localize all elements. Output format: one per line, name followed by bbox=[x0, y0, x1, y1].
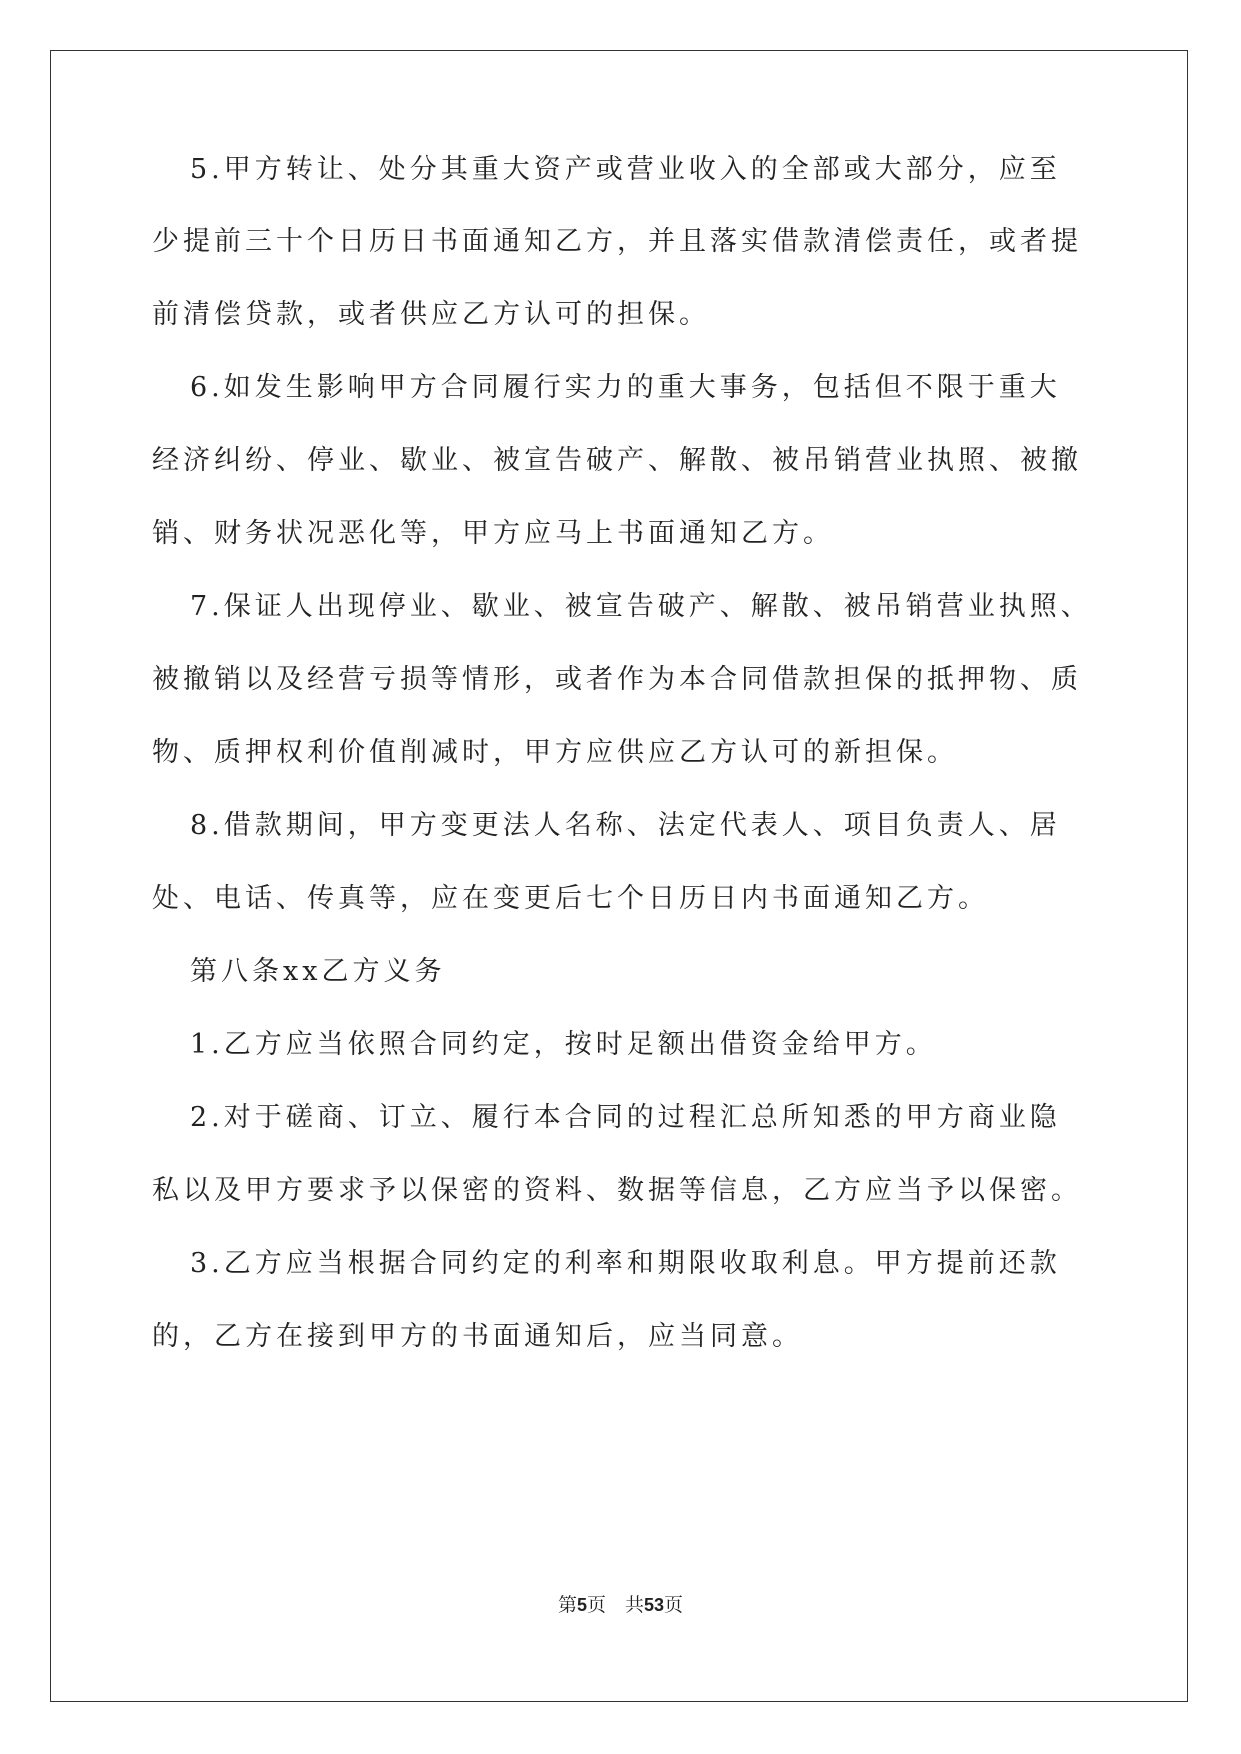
footer-total-pages: 53 bbox=[644, 1595, 665, 1615]
paragraph-5-line-3: 前清偿贷款，或者供应乙方认可的担保。 bbox=[152, 299, 710, 330]
paragraph-5-line-1: 5.甲方转让、处分其重大资产或营业收入的全部或大部分，应至 bbox=[190, 154, 1061, 185]
paragraph-5-line-2: 少提前三十个日历日书面通知乙方，并且落实借款清偿责任，或者提 bbox=[152, 226, 1082, 257]
page-footer bbox=[0, 1593, 1241, 1618]
paragraph-7-line-3: 物、质押权利价值削减时，甲方应供应乙方认可的新担保。 bbox=[152, 737, 958, 768]
article-8-heading: 第八条xx乙方义务 bbox=[190, 956, 446, 987]
footer-page-number: 5 bbox=[576, 1595, 587, 1615]
paragraph-7-line-1: 7.保证人出现停业、歇业、被宣告破产、解散、被吊销营业执照、 bbox=[190, 591, 1092, 622]
obligation-2-line-2: 私以及甲方要求予以保密的资料、数据等信息，乙方应当予以保密。 bbox=[152, 1175, 1082, 1206]
obligation-1-line-1: 1.乙方应当依照合同约定，按时足额出借资金给甲方。 bbox=[190, 1029, 937, 1060]
footer-page-mid: 页 共 bbox=[586, 1595, 644, 1616]
paragraph-8-line-2: 处、电话、传真等，应在变更后七个日历日内书面通知乙方。 bbox=[152, 883, 989, 914]
paragraph-6-line-3: 销、财务状况恶化等，甲方应马上书面通知乙方。 bbox=[152, 518, 834, 549]
obligation-3-line-2: 的，乙方在接到甲方的书面通知后，应当同意。 bbox=[152, 1321, 803, 1352]
paragraph-6-line-1: 6.如发生影响甲方合同履行实力的重大事务，包括但不限于重大 bbox=[190, 372, 1061, 403]
obligation-2-line-1: 2.对于磋商、订立、履行本合同的过程汇总所知悉的甲方商业隐 bbox=[190, 1102, 1061, 1133]
obligation-3-line-1: 3.乙方应当根据合同约定的利率和期限收取利息。甲方提前还款 bbox=[190, 1248, 1061, 1279]
footer-page-prefix: 第 bbox=[557, 1595, 577, 1616]
paragraph-8-line-1: 8.借款期间，甲方变更法人名称、法定代表人、项目负责人、居 bbox=[190, 810, 1061, 841]
paragraph-7-line-2: 被撤销以及经营亏损等情形，或者作为本合同借款担保的抵押物、质 bbox=[152, 664, 1082, 695]
paragraph-6-line-2: 经济纠纷、停业、歇业、被宣告破产、解散、被吊销营业执照、被撤 bbox=[152, 445, 1082, 476]
footer-page-suffix: 页 bbox=[664, 1595, 684, 1616]
